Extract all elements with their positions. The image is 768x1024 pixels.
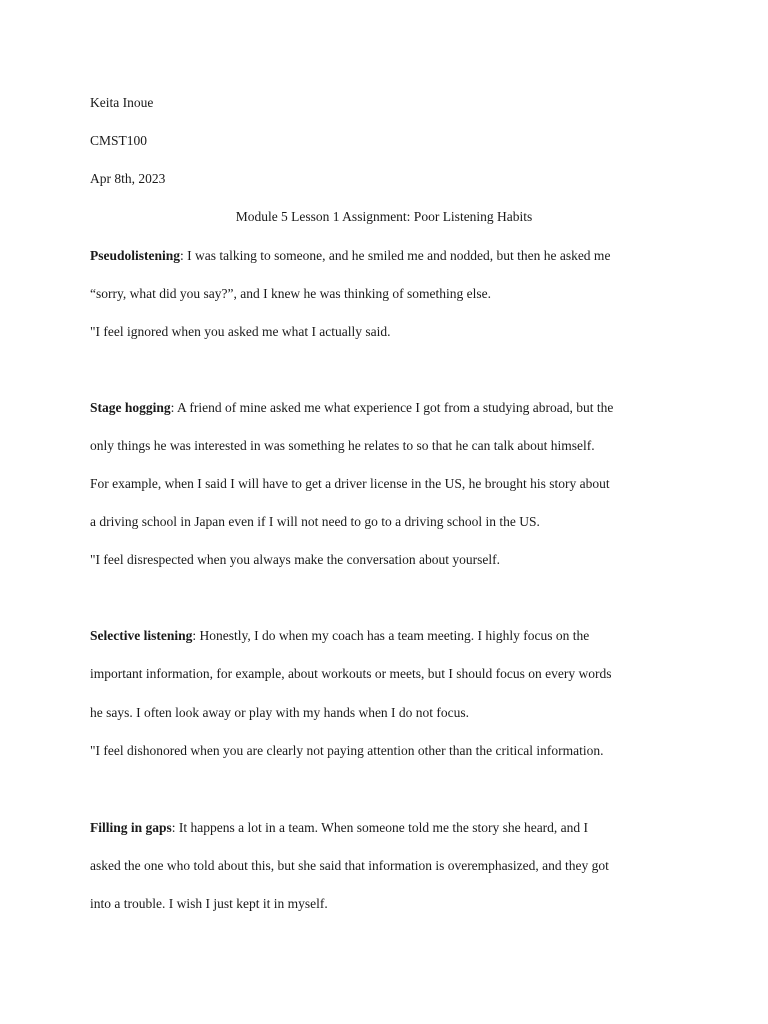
paragraph-line: “sorry, what did you say?”, and I knew he was thinking of something else. <box>90 286 492 301</box>
paragraph-text: : Honestly, I do when my coach has a team meeting. I highly focus on the <box>192 628 590 643</box>
paragraph-line: asked the one who told about this, but she said that information is overemphasized, and they got <box>90 858 609 873</box>
term-label: Stage hogging <box>90 400 171 415</box>
paragraph-line: only things he was interested in was something he relates to so that he can talk about himself. <box>90 438 595 453</box>
feeling-statement: "I feel disrespected when you always make the conversation about yourself. <box>90 552 500 567</box>
paragraph-line <box>90 248 610 264</box>
paragraph-line <box>90 400 613 416</box>
term-label: Pseudolistening <box>90 248 181 263</box>
paragraph-line <box>90 628 589 644</box>
paragraph-line: a driving school in Japan even if I will not need to go to a driving school in the US. <box>90 514 540 529</box>
term-label: Filling in gaps <box>90 820 172 835</box>
paragraph-text: : I was talking to someone, and he smiled me and nodded, but then he asked me <box>180 248 611 263</box>
paragraph-line: For example, when I said I will have to get a driver license in the US, he brought his story about <box>90 476 610 491</box>
paragraph-line: he says. I often look away or play with my hands when I do not focus. <box>90 705 470 720</box>
course-code: CMST100 <box>90 133 148 148</box>
term-label: Selective listening <box>90 628 193 643</box>
paragraph-line <box>90 820 588 836</box>
paragraph-line: important information, for example, about workouts or meets, but I should focus on every words <box>90 666 612 681</box>
assignment-title: Module 5 Lesson 1 Assignment: Poor Listening Habits <box>235 209 533 224</box>
feeling-statement: "I feel dishonored when you are clearly not paying attention other than the critical information. <box>90 743 604 758</box>
paragraph-text: : A friend of mine asked me what experience I got from a studying abroad, but the <box>170 400 614 415</box>
paragraph-line: into a trouble. I wish I just kept it in myself. <box>90 896 328 911</box>
author-name: Keita Inoue <box>90 95 154 110</box>
feeling-statement: "I feel ignored when you asked me what I actually said. <box>90 324 391 339</box>
paragraph-text: : It happens a lot in a team. When someone told me the story she heard, and I <box>171 820 589 835</box>
date: Apr 8th, 2023 <box>90 171 166 186</box>
